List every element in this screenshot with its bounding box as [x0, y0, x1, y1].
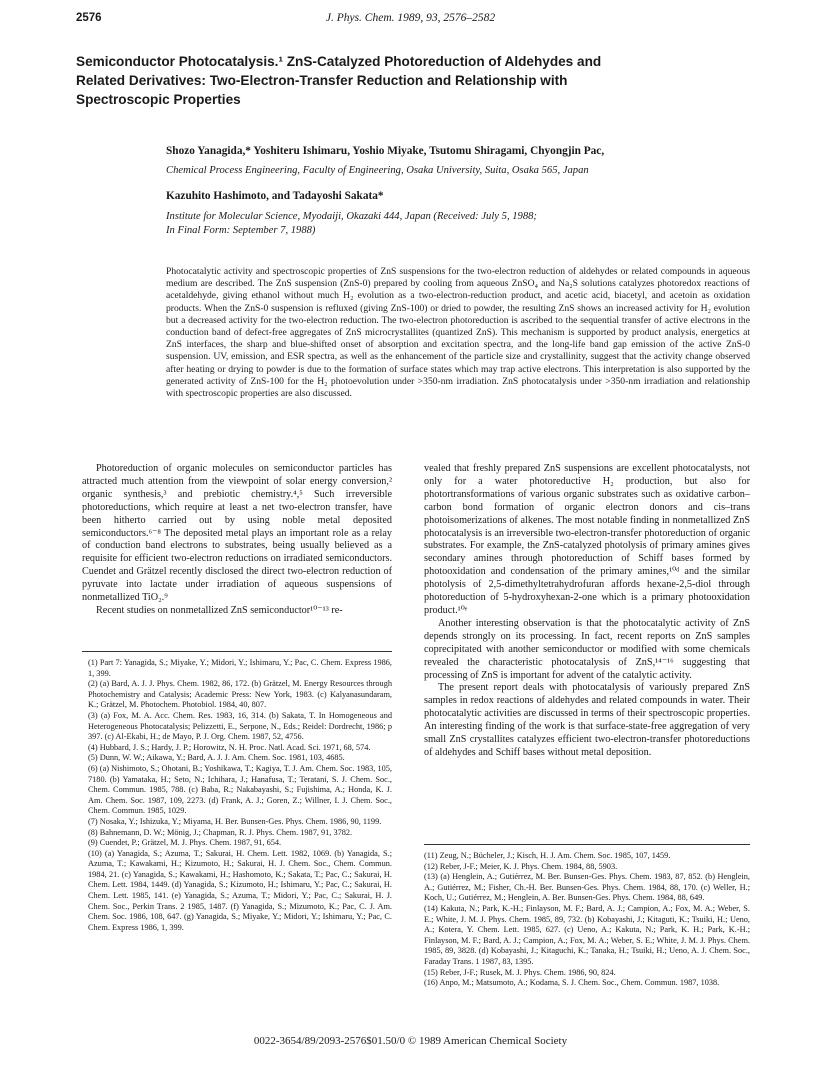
body-paragraph: Photoreduction of organic molecules on semiconductor particles has attracted much attention from the viewpoint of solar energy conversion,² organic synthesis,³ and prebiotic chemistry.⁴,⁵ Such irreversible photoreductions, which require at least a net two-electron transfer, have been hitherto carried out by using noble metal deposited semiconductors.⁶⁻⁸ The deposited metal plays an important role as a relay of conduction band electrons to substrates, being usually believed as a requisite for efficient two-electron reductions on irradiated semiconductors. Cuendet and Grätzel recently disclosed the direct two-electron reduction of pyruvate into lactate under irradiation of aqueous suspensions of nonmetallized TiO₂.⁹	[82, 463, 392, 604]
reference-item: (6) (a) Nishimoto, S.; Ohotani, B.; Yoshikawa, T.; Kagiya, T. J. Am. Chem. Soc. 1983, 105, 7180. (b) Yamataka, H.; Seto, N.; Ichihara, J.; Hanafusa, T.; Teratani, S. J. Chem. Soc., Chem. Commun. 1985, 788. (c) Baba, R.; Nakabayashi, S.; Fujishima, A.; Honda, K. J. Am. Chem. Soc. 1987, 109, 2273. (d) Frank, A. J.; Goren, Z.; Willner, I. J. Chem. Soc., Chem. Commun. 1985, 1029.	[88, 763, 392, 816]
references-divider-left	[82, 651, 392, 652]
affiliation-line: In Final Form: September 7, 1988)	[166, 224, 316, 236]
title-line: Semiconductor Photocatalysis.¹ ZnS-Catalyzed Photoreduction of Aldehydes and	[76, 54, 602, 69]
body-column-right	[424, 463, 750, 760]
abstract: Photocatalytic activity and spectroscopic properties of ZnS suspensions for the two-electron reduction of aldehydes or related compounds in aqueous medium are described. The ZnS suspension (ZnS-0) prepared by cooling from aqueous ZnSO₄ and Na₂S solutions catalyzes photoredox reactions of acetaldehyde, giving ethanol without much H₂ evolution as a two-electron-reduction product, and acetic acid, biacetyl, and acetoin as oxidation products. When the ZnS-0 suspension is refluxed (giving ZnS-100) or dried to powder, the resulting ZnS shows an increased activity for H₂ evolution but a decreased activity for the two-electron reduction. The two-electron photoreduction is ascribed to the sequential transfer of active electrons in the conduction band of defect-free aggregates of ZnS microcrystallites (quantized ZnS). This mechanism is supported by product analysis, energetics at ZnS interfaces, the sharp and blue-shifted onset of absorption and excitation spectra, and the long-life band gap emission of the active ZnS-0 suspension. UV, emission, and ESR spectra, as well as the enhancement of the particle size and crystallinity, suggest that the activity change observed after heating or drying to powder is due to the formation of surface states which may trap active electrons. This interpretation is also supported by the generated activity of ZnS-100 for the H₂ photoevolution under >350-nm irradiation. ZnS photocatalysis under >350-nm irradiation and relationship with spectroscopic properties are also discussed.	[166, 266, 750, 400]
body-column-left	[82, 463, 392, 618]
references-divider-right	[424, 844, 750, 845]
journal-citation: J. Phys. Chem. 1989, 93, 2576–2582	[325, 12, 496, 24]
reference-item: (15) Reber, J-F.; Rusek, M. J. Phys. Chem. 1986, 90, 824.	[424, 967, 616, 977]
body-paragraph: vealed that freshly prepared ZnS suspensions are excellent photocatalysts, not only for a water photoreductive H₂ production, but also for photortransformations of various organic substrates such as oxidative carbon–carbon bond formation of organic electron donors and cis–trans photoisomerizations of alkenes. The most notable finding in nonmetallized ZnS photocatalysis is an irreversible two-electron-transfer photoreduction of organic substrates. For example, the ZnS-catalyzed photolysis of primary amines gives secondary amines through photoreduction of Schiff bases formed by photooxidation and condensation of the primary amines,¹⁰ᵈ and the similar photolysis of 2,5-dimethyltetrahydrofuran affords hexane-2,5-diol through photoreduction of 5-hydroxyhexan-2-one which is a primary photooxidation product.¹⁰ᵉ	[424, 463, 750, 616]
article-title	[76, 52, 756, 109]
reference-item: (7) Nosaka, Y.; Ishizuka, Y.; Miyama, H. Ber. Bunsen-Ges. Phys. Chem. 1986, 90, 1199.	[88, 816, 382, 826]
page-number: 2576	[76, 12, 102, 24]
copyright-footer: 0022-3654/89/2093-2576$01.50/0 © 1989 American Chemical Society	[253, 1035, 568, 1047]
reference-item: (4) Hubbard, J. S.; Hardy, J. P.; Horowitz, N. H. Proc. Natl. Acad. Sci. 1971, 68, 574.	[88, 742, 371, 752]
reference-item: (1) Part 7: Yanagida, S.; Miyake, Y.; Midori, Y.; Ishimaru, Y.; Pac, C. Chem. Express 1986, 1, 399.	[88, 658, 392, 678]
reference-item: (3) (a) Fox, M. A. Acc. Chem. Res. 1983, 16, 314. (b) Sakata, T. In Homogeneous and Heterogeneous Photocatalysis; Pelizzetti, E., Serpone, N., Eds.; Reidel: Dordrecht, 1986; p 397. (c) Al-Ekabi, H.; de Mayo, P. J. Org. Chem. 1987, 52, 4756.	[88, 710, 392, 742]
reference-item: (13) (a) Henglein, A.; Gutiérrez, M. Ber. Bunsen-Ges. Phys. Chem. 1983, 87, 852. (b) Henglein, A.; Gutiérrez, M.; Fisher, Ch.-H. Ber. Bunsen-Ges. Phys. Chem. 1984, 88, 170. (c) Weller, H.; Koch, U.; Gutiérrez, M.; Henglein, A. Ber. Bunsen-Ges. Phys. Chem. 1984, 88, 649.	[424, 872, 750, 903]
author-list-2: Kazuhito Hashimoto, and Tadayoshi Sakata*	[166, 190, 384, 202]
affiliation-1: Chemical Process Engineering, Faculty of Engineering, Osaka University, Suita, Osaka 565, Japan	[166, 165, 589, 176]
references-right	[424, 851, 750, 989]
references-left	[88, 658, 392, 933]
title-line: Spectroscopic Properties	[76, 92, 241, 107]
reference-item: (5) Dunn, W. W.; Aikawa, Y.; Bard, A. J. J. Am. Chem. Soc. 1981, 103, 4685.	[88, 753, 345, 763]
author-list-1: Shozo Yanagida,* Yoshiteru Ishimaru, Yoshio Miyake, Tsutomu Shiragami, Chyongjin Pac,	[166, 145, 605, 157]
body-paragraph: Another interesting observation is that the photocatalytic activity of ZnS depends strongly on its processing. In fact, recent reports on ZnS samples coprecipitated with another semiconductor or modified with some chemicals revealed the characteristic photocatalysis of ZnS,¹⁴⁻¹⁶ suggesting that processing of ZnS is important for advent of the catalytic activity.	[424, 617, 750, 681]
reference-item: (8) Bahnemann, D. W.; Mönig, J.; Chapman, R. J. Phys. Chem. 1987, 91, 3782.	[88, 827, 353, 837]
title-line: Related Derivatives: Two-Electron-Transfer Reduction and Relationship with	[76, 73, 568, 88]
body-paragraph: The present report deals with photocatalysis of variously prepared ZnS samples in redox reactions of aldehydes and related compounds in water. Their photocatalytic activities are discussed in terms of their spectroscopic properties. An interesting finding of the work is that surface-state-free aggregation of very small ZnS crystallites catalyzes efficient two-electron-transfer photoreductions of aldehydes and Schiff bases without metal deposition.	[424, 682, 750, 758]
reference-item: (10) (a) Yanagida, S.; Azuma, T.; Sakurai, H. Chem. Lett. 1982, 1069. (b) Yanagida, S.; Azuma, T.; Kawakami, H.; Kizumoto, H.; Sakurai, H. J. Chem. Soc., Chem. Commun. 1984, 21. (c) Yanagida, S.; Kawakami, H.; Hashomoto, K.; Sakata, T.; Pac, C.; Sakurai, H. Chem. Lett. 1984, 1449. (d) Yanagida, S.; Kizumoto, H.; Ishimaru, Y.; Pac, C.; Sakurai, H. Chem. Lett. 1985, 141. (e) Yanagida, S.; Azuma, T.; Midori, Y.; Pac, C.; Sakurai, H. J. Chem. Soc., Perkin Trans. 2 1985, 1487. (f) Yanagida, S.; Mizumoto, K.; Pac, C. J. Am. Chem. Soc. 1986, 108, 647. (g) Yanagida, S.; Miyake, Y.; Midori, Y.; Ishimaru, Y.; Pac, C. Chem. Express 1986, 1, 399.	[88, 848, 392, 932]
reference-item: (9) Cuendet, P.; Grätzel, M. J. Phys. Chem. 1987, 91, 654.	[88, 838, 282, 848]
reference-item: (12) Reber, J-F.; Meier, K. J. Phys. Chem. 1984, 88, 5903.	[424, 861, 618, 871]
affiliation-line: Institute for Molecular Science, Myodaiji, Okazaki 444, Japan (Received: July 5, 1988;	[166, 211, 537, 222]
affiliation-2	[166, 210, 766, 237]
reference-item: (14) Kakuta, N.; Park, K.-H.; Finlayson, M. F.; Bard, A. J.; Campion, A.; Fox, M. A.; Weber, S. E.; White, J. M. J. Phys. Chem. 1985, 89, 732. (b) Kobayashi, J.; Kitaguti, K.; Tsuiki, H.; Ueno, A.; Kotera, Y. Chem. Lett. 1985, 627. (c) Ueno, A.; Kakuta, N.; Park, K. H.; Park, K.-H.; Finlayson, M. F.; Bard, A. J.; Campion, A.; Fox, M. A.; Weber, S. E.; White, J. M. J. Phys. Chem. 1985, 89, 3828. (d) Kobayashi, J.; Kitaguchi, K.; Tanaka, H.; Tsuiki, H.; Ueno, A. J. Chem. Soc., Faraday Trans. 1 1987, 83, 1395.	[424, 903, 750, 966]
reference-item: (16) Anpo, M.; Matsumoto, A.; Kodama, S. J. Chem. Soc., Chem. Commun. 1987, 1038.	[424, 978, 720, 988]
body-paragraph: Recent studies on nonmetallized ZnS semiconductor¹⁰⁻¹³ re-	[96, 604, 343, 616]
reference-item: (11) Zeug, N.; Bücheler, J.; Kisch, H. J. Am. Chem. Soc. 1985, 107, 1459.	[424, 851, 671, 860]
reference-item: (2) (a) Bard, A. J. J. Phys. Chem. 1982, 86, 172. (b) Grätzel, M. Energy Resources through Photochemistry and Catalysis; Academic Press: New York, 1983. (c) Kalyanasundaram, K.; Grätzel, M. Photochem. Photobiol. 1984, 40, 807.	[88, 679, 392, 710]
